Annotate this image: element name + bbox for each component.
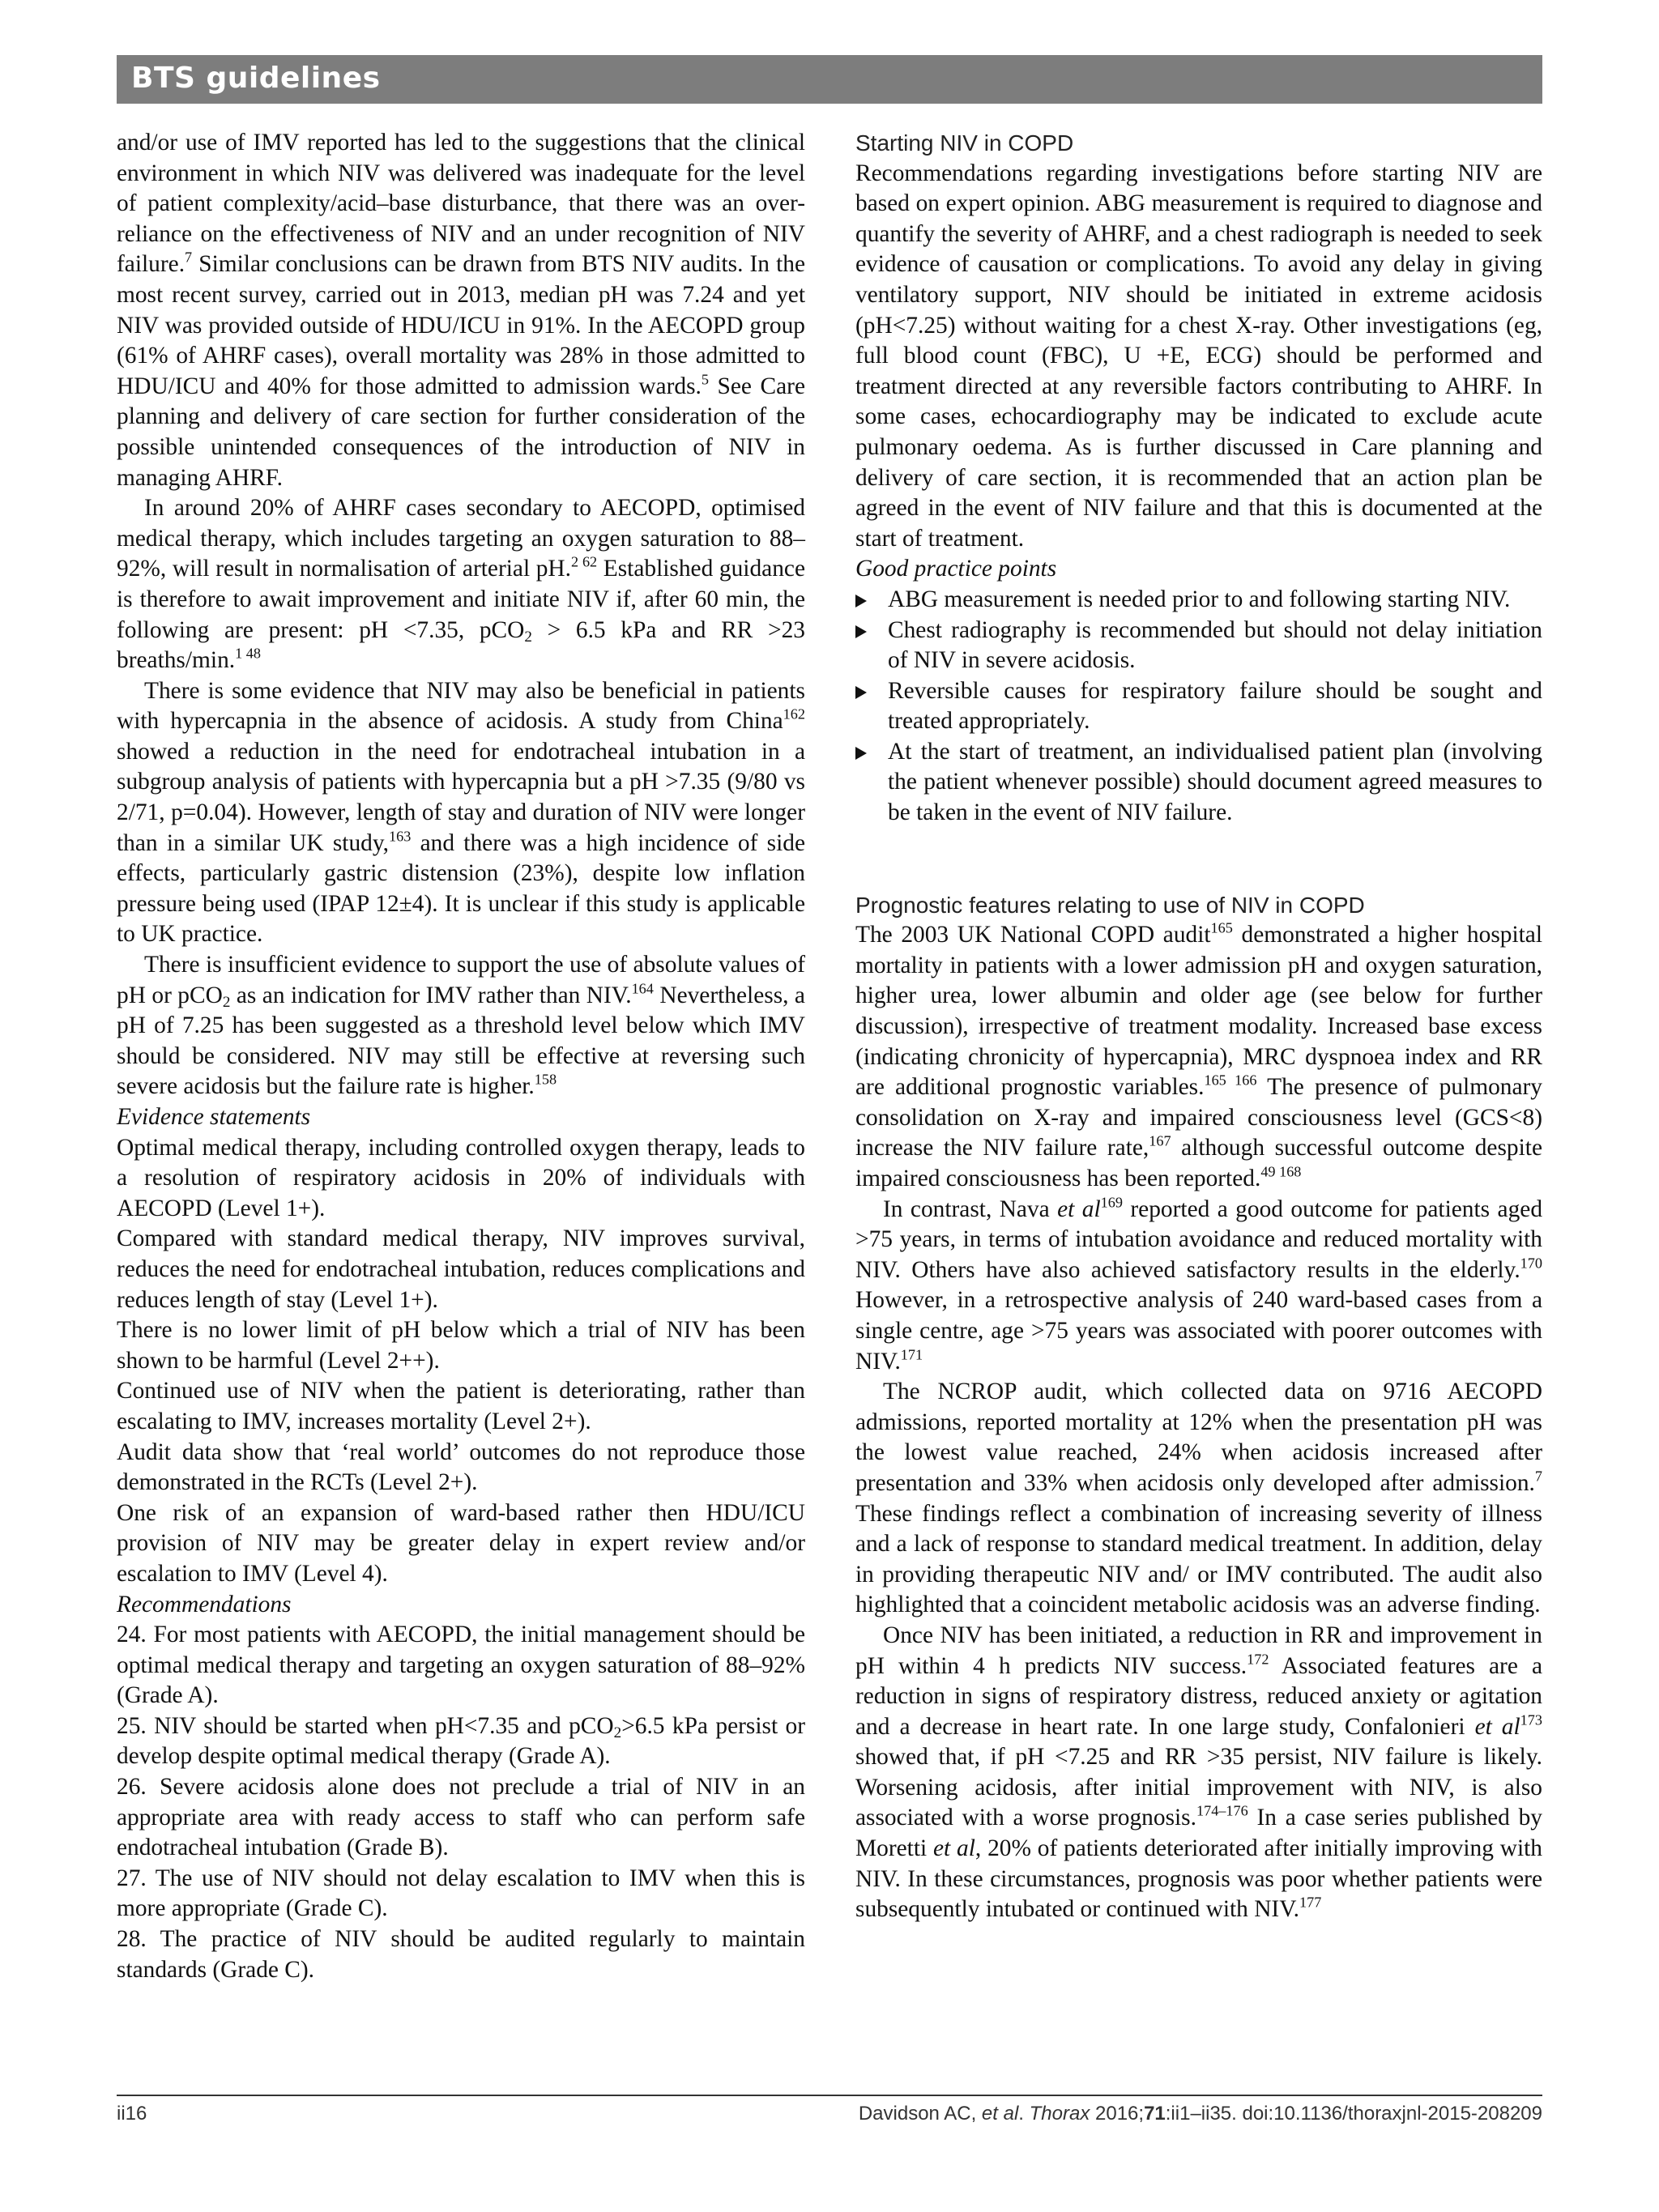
reference-link[interactable]: 165 bbox=[1210, 919, 1233, 936]
citation bbox=[859, 2103, 1542, 2125]
text: showed a reduction in the need for endotracheal intubation in a subgroup analysis of patients with hypercapnia but a pH >7.35 (9/80 vs 2/71, p=0.04). However, length of stay and duration of NIV were longer than in a similar UK study, bbox=[117, 738, 805, 856]
subscript: 2 bbox=[222, 993, 231, 1011]
text: Similar conclusions can be drawn from BTS NIV audits. In the most recent survey, carried out in 2013, median pH was 7.24 and yet NIV was provided outside of HDU/ICU in 91%. In the AECOPD group (61% of AHRF cases), overall mortality was 28% in those admitted to HDU/ICU and 40% for those admitted to admission wards. bbox=[117, 251, 805, 399]
evidence-statement: Compared with standard medical therapy, NIV improves survival, reduces the need for endotracheal intubation, reduces complications and reduces length of stay (Level 1+). bbox=[117, 1225, 805, 1313]
text: Nevertheless, a pH of 7.25 has been suggested as a threshold level below which IMV should be considered. NIV may still be effective at reversing such severe acidosis but the failure rate is higher. bbox=[117, 982, 805, 1100]
text: Davidson AC, bbox=[858, 2103, 982, 2125]
list-item bbox=[855, 616, 1542, 676]
text: > 6.5 kPa and RR >23 breaths/min. bbox=[117, 616, 806, 674]
volume: 71 bbox=[1144, 2103, 1166, 2125]
text: although successful outcome despite impaired consciousness has been reported. bbox=[855, 1135, 1542, 1191]
text: and there was a high incidence of side effects, particularly gastric distension (23%), despite low inflation pressure being used (IPAP 12±4). It is unclear if this study is applicable to UK practice. bbox=[117, 829, 806, 948]
text: , 20% of patients deteriorated after initially improving with NIV. In these circumstances, prognosis was poor whether patients were subsequently intubated or continued with NIV. bbox=[855, 1835, 1542, 1923]
text: There is insufficient evidence to support the use of absolute values of pH or pCO bbox=[117, 952, 805, 1008]
text: Chest radiography is recommended but should not delay initiation of NIV in severe acidosis. bbox=[888, 616, 1542, 674]
text: In contrast, Nava bbox=[883, 1196, 1058, 1222]
text: See Care planning and delivery of care section for further consideration of the possible unintended consequences of the introduction of NIV in managing AHRF. bbox=[117, 373, 805, 491]
evidence-statement: Optimal medical therapy, including controlled oxygen therapy, leads to a resolution of respiratory acidosis in 20% of individuals with AECOPD (Level 1+). bbox=[117, 1134, 805, 1221]
good-practice-points-list bbox=[855, 585, 1542, 829]
et-al: et al bbox=[981, 2103, 1019, 2125]
recommendation: 24. For most patients with AECOPD, the initial management should be optimal medical therapy and targeting an oxygen saturation of 88–92% (Grade A). bbox=[117, 1622, 805, 1709]
left-column bbox=[117, 128, 805, 1985]
evidence-statements-heading: Evidence statements bbox=[117, 1104, 311, 1130]
reference-link[interactable]: 173 bbox=[1520, 1711, 1542, 1728]
text: Established guidance is therefore to await improvement and initiate NIV if, after 60 min, the following are present: pH <7.35, pCO bbox=[117, 556, 805, 643]
header-band bbox=[117, 55, 1542, 104]
text: In a case series published by Moretti bbox=[855, 1805, 1542, 1862]
triangle-bullet-icon bbox=[855, 747, 867, 760]
recommendation: 28. The practice of NIV should be audited regularly to maintain standards (Grade C). bbox=[117, 1926, 805, 1983]
reference-link[interactable]: 170 bbox=[1520, 1255, 1542, 1272]
paragraph: Recommendations regarding investigations before starting NIV are based on expert opinion. ABG measurement is required to diagnose and quantify the severity of AHRF, and a chest radiograph is needed to seek evidence of causation or complications. To avoid any delay in giving ventilatory support, NIV should be initiated in extreme acidosis (pH<7.25) without waiting for a chest X-ray. Other investigations (eg, full blood count (FBC), U +E, ECG) should be performed and treatment directed at any reversible factors contributing to AHRF. In some cases, echocardiography may be indicated to exclude acute pulmonary oedema. As is further discussed in Care planning and delivery of care section, it is recommended that an action plan be agreed in the event of NIV failure and that this is documented at the start of treatment. bbox=[855, 160, 1542, 552]
paragraph bbox=[117, 493, 805, 676]
paragraph bbox=[117, 950, 805, 1102]
text: ABG measurement is needed prior to and following starting NIV. bbox=[888, 586, 1511, 612]
triangle-bullet-icon bbox=[855, 686, 867, 699]
text: At the start of treatment, an individualised patient plan (involving the patient whenever possible) should document agreed measures to be taken in the event of NIV failure. bbox=[888, 738, 1542, 826]
evidence-statement: There is no lower limit of pH below which a trial of NIV has been shown to be harmful (Level 2++). bbox=[117, 1317, 805, 1374]
reference-link[interactable]: 177 bbox=[1299, 1894, 1322, 1911]
text: demonstrated a higher hospital mortality in patients with a lower admission pH and oxygen saturation, higher urea, lower albumin and older age (see below for further discussion), irrespective of treatment modality. Increased base excess (indicating chronicity of hypercapnia), MRC dyspnoea index and RR are additional prognostic variables. bbox=[855, 922, 1543, 1101]
reference-link[interactable]: 172 bbox=[1247, 1651, 1269, 1668]
subscript: 2 bbox=[524, 628, 532, 646]
subscript: 2 bbox=[613, 1724, 622, 1741]
reference-link[interactable]: 169 bbox=[1100, 1194, 1123, 1211]
et-al: et al bbox=[1474, 1713, 1520, 1740]
reference-link[interactable]: 174–176 bbox=[1196, 1803, 1248, 1820]
paragraph bbox=[117, 128, 805, 493]
triangle-bullet-icon bbox=[855, 595, 867, 607]
text: as an indication for IMV rather than NIV. bbox=[230, 982, 632, 1008]
paragraph bbox=[855, 1195, 1542, 1378]
text: . bbox=[1018, 2103, 1030, 2125]
reference-link[interactable]: 7 bbox=[1534, 1468, 1542, 1485]
reference-link[interactable]: 163 bbox=[389, 828, 412, 845]
text: 25. NIV should be started when pH<7.35 and pCO bbox=[117, 1712, 614, 1739]
paragraph bbox=[855, 920, 1542, 1194]
recommendations-heading: Recommendations bbox=[117, 1591, 292, 1617]
text: Associated features are a reduction in signs of respiratory distress, reduced anxiety or agitation and a decrease in heart rate. In one large study, Confalonieri bbox=[855, 1652, 1542, 1740]
list-item bbox=[855, 737, 1542, 829]
reference-link[interactable]: 167 bbox=[1149, 1133, 1171, 1150]
doi-link[interactable]: :ii1–ii35. doi:10.1136/thoraxjnl-2015-208209 bbox=[1165, 2103, 1542, 2125]
list-item bbox=[855, 585, 1542, 616]
paragraph bbox=[855, 1621, 1542, 1925]
text: In around 20% of AHRF cases secondary to AECOPD, optimised medical therapy, which includes targeting an oxygen saturation to 88–92%, will result in normalisation of arterial pH. bbox=[117, 495, 805, 582]
recommendation bbox=[117, 1711, 805, 1772]
section-heading-prognostic-features: Prognostic features relating to use of NIV in COPD bbox=[855, 892, 1365, 918]
evidence-statement: Continued use of NIV when the patient is deteriorating, rather than escalating to IMV, increases mortality (Level 2+). bbox=[117, 1378, 805, 1434]
section-heading-starting-niv: Starting NIV in COPD bbox=[855, 130, 1074, 156]
spacer bbox=[855, 859, 1542, 890]
reference-link[interactable]: 5 bbox=[701, 371, 709, 388]
paragraph bbox=[855, 1377, 1542, 1621]
good-practice-points-heading: Good practice points bbox=[855, 556, 1057, 582]
footer-rule bbox=[117, 2095, 1542, 2096]
journal-name: Thorax bbox=[1029, 2103, 1090, 2125]
text: showed that, if pH <7.25 and RR >35 persist, NIV failure is likely. Worsening acidosis, after initial improvement with NIV, is also associated with a worse prognosis. bbox=[855, 1744, 1542, 1831]
text: reported a good outcome for patients aged >75 years, in terms of intubation avoidance and reduced mortality with NIV. Others have also achieved satisfactory results in the elderly. bbox=[855, 1196, 1543, 1283]
text: These findings reflect a combination of increasing severity of illness and a lack of response to standard medical treatment. In addition, delay in providing therapeutic NIV and/ or IMV contributed. The audit also highlighted that a coincident metabolic acidosis was an adverse finding. bbox=[855, 1500, 1542, 1618]
recommendation: 27. The use of NIV should not delay escalation to IMV when this is more appropriate (Grade C). bbox=[117, 1865, 805, 1922]
reference-link[interactable]: 49 168 bbox=[1260, 1163, 1302, 1180]
text: The 2003 UK National COPD audit bbox=[855, 922, 1211, 948]
text: The NCROP audit, which collected data on 9716 AECOPD admissions, reported mortality at 12% when the presentation pH was the lowest value reached, 24% when acidosis increased after presentation and 33% when acidosis only developed after admission. bbox=[855, 1379, 1542, 1496]
reference-link[interactable]: 171 bbox=[900, 1346, 923, 1363]
text: The presence of pulmonary consolidation on X-ray and impaired consciousness level (GCS<8) increase the NIV failure rate, bbox=[855, 1074, 1542, 1161]
et-al: et al bbox=[1057, 1196, 1101, 1222]
text: Once NIV has been initiated, a reduction in RR and improvement in pH within 4 h predicts NIV success. bbox=[855, 1622, 1542, 1679]
page-number: ii16 bbox=[117, 2103, 147, 2125]
reference-link[interactable]: 162 bbox=[783, 705, 805, 722]
reference-link[interactable]: 1 48 bbox=[235, 645, 261, 662]
reference-link[interactable]: 165 166 bbox=[1204, 1072, 1257, 1089]
text: and/or use of IMV reported has led to the suggestions that the clinical environment in which NIV was delivered was inadequate for the level of patient complexity/acid–base disturbance, that there was an over-reliance on the effectiveness of NIV and an under recognition of NIV failure. bbox=[117, 130, 805, 278]
list-item bbox=[855, 676, 1542, 737]
reference-link[interactable]: 158 bbox=[534, 1072, 557, 1089]
text: 2016; bbox=[1090, 2103, 1145, 2125]
text: >6.5 kPa persist or develop despite optimal medical therapy (Grade A). bbox=[117, 1712, 805, 1770]
paragraph bbox=[117, 676, 805, 950]
reference-link[interactable]: 2 62 bbox=[571, 554, 598, 571]
right-column bbox=[855, 128, 1542, 1925]
triangle-bullet-icon bbox=[855, 625, 867, 638]
text: However, in a retrospective analysis of 240 ward-based cases from a single centre, age >75 years was associated with poorer outcomes with NIV. bbox=[855, 1287, 1542, 1375]
reference-link[interactable]: 164 bbox=[631, 980, 654, 997]
running-header-title: BTS guidelines bbox=[131, 62, 381, 95]
reference-link[interactable]: 7 bbox=[185, 249, 193, 266]
evidence-statement: One risk of an expansion of ward-based rather then HDU/ICU provision of NIV may be greater delay in expert review and/or escalation to IMV (Level 4). bbox=[117, 1499, 805, 1587]
et-al: et al bbox=[933, 1835, 975, 1862]
spacer bbox=[855, 829, 1542, 859]
recommendation: 26. Severe acidosis alone does not preclude a trial of NIV in an appropriate area with ready access to staff who can perform safe endotracheal intubation (Grade B). bbox=[117, 1774, 805, 1861]
evidence-statement: Audit data show that ‘real world’ outcomes do not reproduce those demonstrated in the RCTs (Level 2+). bbox=[117, 1438, 805, 1496]
text: There is some evidence that NIV may also be beneficial in patients with hypercapnia in the absence of acidosis. A study from China bbox=[117, 677, 805, 735]
text: Reversible causes for respiratory failure should be sought and treated appropriately. bbox=[888, 677, 1542, 735]
